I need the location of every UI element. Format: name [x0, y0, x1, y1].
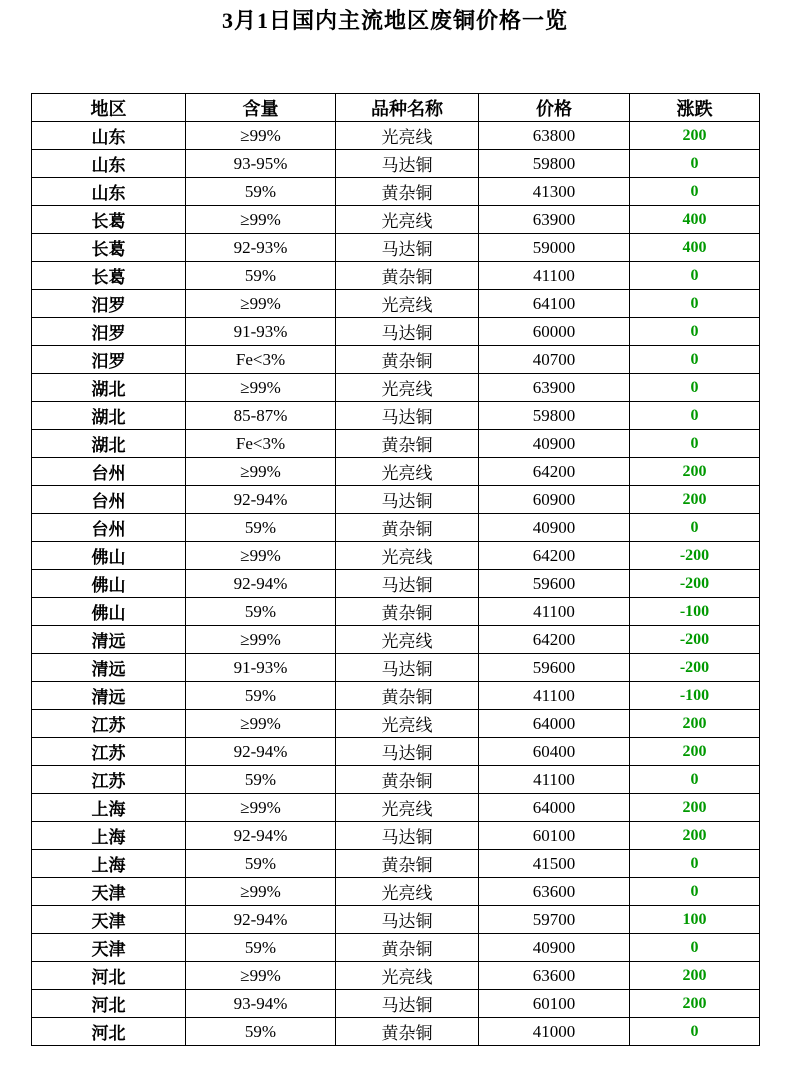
cell-region: 佛山 [32, 542, 186, 570]
table-row [32, 794, 760, 822]
cell-change: 400 [630, 206, 760, 234]
cell-change: 100 [630, 906, 760, 934]
cell-variety: 黄杂铜 [336, 430, 479, 458]
table-row [32, 934, 760, 962]
cell-price: 63800 [479, 122, 630, 150]
cell-region: 台州 [32, 514, 186, 542]
cell-variety: 黄杂铜 [336, 598, 479, 626]
cell-change: 0 [630, 150, 760, 178]
column-header-price: 价格 [479, 94, 630, 122]
cell-region: 湖北 [32, 374, 186, 402]
cell-variety: 黄杂铜 [336, 766, 479, 794]
cell-variety: 光亮线 [336, 962, 479, 990]
cell-content: ≥99% [186, 206, 336, 234]
column-header-region: 地区 [32, 94, 186, 122]
cell-content: 93-95% [186, 150, 336, 178]
cell-content: ≥99% [186, 962, 336, 990]
cell-variety: 光亮线 [336, 794, 479, 822]
cell-change: 0 [630, 318, 760, 346]
cell-content: ≥99% [186, 878, 336, 906]
cell-variety: 马达铜 [336, 990, 479, 1018]
table-row [32, 570, 760, 598]
cell-price: 64000 [479, 794, 630, 822]
cell-content: 92-93% [186, 234, 336, 262]
cell-change: 0 [630, 374, 760, 402]
cell-price: 63600 [479, 878, 630, 906]
cell-region: 佛山 [32, 598, 186, 626]
table-row [32, 430, 760, 458]
table-row [32, 822, 760, 850]
table-body [32, 122, 760, 1046]
cell-change: 200 [630, 962, 760, 990]
cell-region: 上海 [32, 794, 186, 822]
cell-content: ≥99% [186, 374, 336, 402]
cell-region: 台州 [32, 486, 186, 514]
cell-variety: 光亮线 [336, 710, 479, 738]
cell-variety: 光亮线 [336, 626, 479, 654]
page-title: 3月1日国内主流地区废铜价格一览 [221, 8, 568, 33]
cell-content: ≥99% [186, 710, 336, 738]
cell-content: 85-87% [186, 402, 336, 430]
cell-region: 天津 [32, 878, 186, 906]
cell-region: 长葛 [32, 206, 186, 234]
cell-region: 清远 [32, 654, 186, 682]
cell-variety: 黄杂铜 [336, 682, 479, 710]
cell-region: 清远 [32, 626, 186, 654]
cell-change: 0 [630, 178, 760, 206]
cell-region: 汨罗 [32, 346, 186, 374]
cell-price: 63900 [479, 206, 630, 234]
cell-price: 63900 [479, 374, 630, 402]
cell-variety: 光亮线 [336, 374, 479, 402]
cell-change: 0 [630, 934, 760, 962]
cell-price: 64200 [479, 542, 630, 570]
table-row [32, 654, 760, 682]
cell-variety: 马达铜 [336, 234, 479, 262]
table-row [32, 262, 760, 290]
cell-content: ≥99% [186, 122, 336, 150]
cell-price: 59600 [479, 570, 630, 598]
cell-price: 41100 [479, 598, 630, 626]
cell-content: 59% [186, 934, 336, 962]
cell-variety: 马达铜 [336, 570, 479, 598]
table-row [32, 542, 760, 570]
cell-region: 河北 [32, 1018, 186, 1046]
cell-price: 60100 [479, 990, 630, 1018]
cell-variety: 马达铜 [336, 654, 479, 682]
cell-price: 41500 [479, 850, 630, 878]
cell-content: ≥99% [186, 626, 336, 654]
cell-region: 江苏 [32, 766, 186, 794]
cell-price: 60400 [479, 738, 630, 766]
table-row [32, 290, 760, 318]
cell-content: 59% [186, 514, 336, 542]
table-row [32, 682, 760, 710]
cell-region: 长葛 [32, 234, 186, 262]
cell-region: 台州 [32, 458, 186, 486]
cell-change: 0 [630, 402, 760, 430]
cell-region: 湖北 [32, 430, 186, 458]
table-row [32, 878, 760, 906]
cell-region: 清远 [32, 682, 186, 710]
table-row [32, 1018, 760, 1046]
cell-price: 64100 [479, 290, 630, 318]
cell-variety: 光亮线 [336, 542, 479, 570]
cell-price: 60000 [479, 318, 630, 346]
cell-change: -100 [630, 682, 760, 710]
cell-content: 92-94% [186, 906, 336, 934]
cell-variety: 光亮线 [336, 122, 479, 150]
cell-region: 汨罗 [32, 318, 186, 346]
cell-content: 92-94% [186, 738, 336, 766]
table-row [32, 850, 760, 878]
table-row [32, 122, 760, 150]
cell-change: 0 [630, 262, 760, 290]
cell-variety: 马达铜 [336, 822, 479, 850]
cell-content: 92-94% [186, 822, 336, 850]
cell-region: 江苏 [32, 738, 186, 766]
cell-variety: 黄杂铜 [336, 514, 479, 542]
cell-region: 天津 [32, 906, 186, 934]
copper-price-table [31, 93, 760, 1046]
cell-change: 200 [630, 794, 760, 822]
cell-content: 59% [186, 598, 336, 626]
cell-region: 上海 [32, 850, 186, 878]
table-row [32, 234, 760, 262]
table-row [32, 206, 760, 234]
cell-change: 0 [630, 346, 760, 374]
cell-region: 长葛 [32, 262, 186, 290]
cell-change: 0 [630, 878, 760, 906]
table-row [32, 402, 760, 430]
cell-price: 40700 [479, 346, 630, 374]
table-row [32, 514, 760, 542]
cell-price: 41100 [479, 766, 630, 794]
table-row [32, 346, 760, 374]
header-row [32, 94, 760, 122]
column-header-change: 涨跌 [630, 94, 760, 122]
cell-content: ≥99% [186, 794, 336, 822]
cell-price: 41000 [479, 1018, 630, 1046]
cell-price: 59000 [479, 234, 630, 262]
cell-content: 93-94% [186, 990, 336, 1018]
cell-content: Fe<3% [186, 346, 336, 374]
table-row [32, 906, 760, 934]
cell-variety: 光亮线 [336, 458, 479, 486]
cell-region: 汨罗 [32, 290, 186, 318]
cell-change: 0 [630, 514, 760, 542]
cell-content: 91-93% [186, 318, 336, 346]
cell-content: 59% [186, 682, 336, 710]
cell-price: 40900 [479, 934, 630, 962]
cell-change: -100 [630, 598, 760, 626]
cell-region: 河北 [32, 962, 186, 990]
table-header [32, 94, 760, 122]
cell-price: 41100 [479, 682, 630, 710]
cell-content: ≥99% [186, 458, 336, 486]
table-row [32, 962, 760, 990]
cell-price: 59600 [479, 654, 630, 682]
cell-change: 0 [630, 430, 760, 458]
cell-variety: 光亮线 [336, 878, 479, 906]
cell-content: 59% [186, 1018, 336, 1046]
table-row [32, 990, 760, 1018]
table-row [32, 766, 760, 794]
cell-price: 59800 [479, 150, 630, 178]
cell-content: 59% [186, 850, 336, 878]
cell-change: 0 [630, 766, 760, 794]
cell-variety: 黄杂铜 [336, 934, 479, 962]
cell-content: 92-94% [186, 570, 336, 598]
table-row [32, 318, 760, 346]
table-row [32, 598, 760, 626]
cell-price: 60100 [479, 822, 630, 850]
cell-price: 40900 [479, 430, 630, 458]
cell-change: 200 [630, 738, 760, 766]
cell-price: 63600 [479, 962, 630, 990]
cell-content: 59% [186, 178, 336, 206]
column-header-content: 含量 [186, 94, 336, 122]
cell-price: 64200 [479, 626, 630, 654]
cell-variety: 马达铜 [336, 150, 479, 178]
cell-region: 天津 [32, 934, 186, 962]
cell-price: 59700 [479, 906, 630, 934]
cell-content: 92-94% [186, 486, 336, 514]
cell-variety: 马达铜 [336, 738, 479, 766]
cell-content: Fe<3% [186, 430, 336, 458]
cell-region: 上海 [32, 822, 186, 850]
cell-change: 200 [630, 458, 760, 486]
cell-change: 0 [630, 850, 760, 878]
cell-variety: 光亮线 [336, 290, 479, 318]
table-row [32, 710, 760, 738]
cell-price: 41100 [479, 262, 630, 290]
column-header-variety: 品种名称 [336, 94, 479, 122]
cell-variety: 黄杂铜 [336, 262, 479, 290]
cell-price: 41300 [479, 178, 630, 206]
cell-content: 59% [186, 262, 336, 290]
cell-variety: 黄杂铜 [336, 1018, 479, 1046]
cell-region: 河北 [32, 990, 186, 1018]
cell-variety: 马达铜 [336, 906, 479, 934]
cell-price: 40900 [479, 514, 630, 542]
table-row [32, 178, 760, 206]
cell-change: 400 [630, 234, 760, 262]
cell-change: 0 [630, 290, 760, 318]
cell-change: -200 [630, 626, 760, 654]
table-row [32, 486, 760, 514]
table-row [32, 374, 760, 402]
table-row [32, 458, 760, 486]
cell-variety: 黄杂铜 [336, 178, 479, 206]
table-row [32, 738, 760, 766]
cell-change: 200 [630, 122, 760, 150]
cell-variety: 马达铜 [336, 402, 479, 430]
cell-price: 60900 [479, 486, 630, 514]
cell-variety: 黄杂铜 [336, 346, 479, 374]
cell-change: 200 [630, 710, 760, 738]
cell-region: 山东 [32, 178, 186, 206]
cell-variety: 黄杂铜 [336, 850, 479, 878]
cell-change: -200 [630, 570, 760, 598]
cell-price: 64000 [479, 710, 630, 738]
cell-variety: 光亮线 [336, 206, 479, 234]
cell-variety: 马达铜 [336, 318, 479, 346]
cell-content: ≥99% [186, 542, 336, 570]
cell-change: 200 [630, 990, 760, 1018]
table-row [32, 150, 760, 178]
cell-region: 湖北 [32, 402, 186, 430]
table-row [32, 626, 760, 654]
cell-region: 江苏 [32, 710, 186, 738]
cell-change: 200 [630, 822, 760, 850]
cell-change: 200 [630, 486, 760, 514]
cell-change: -200 [630, 654, 760, 682]
cell-content: 59% [186, 766, 336, 794]
cell-change: 0 [630, 1018, 760, 1046]
cell-price: 59800 [479, 402, 630, 430]
cell-region: 山东 [32, 122, 186, 150]
cell-content: ≥99% [186, 290, 336, 318]
cell-change: -200 [630, 542, 760, 570]
cell-region: 山东 [32, 150, 186, 178]
cell-price: 64200 [479, 458, 630, 486]
cell-region: 佛山 [32, 570, 186, 598]
cell-content: 91-93% [186, 654, 336, 682]
cell-variety: 马达铜 [336, 486, 479, 514]
